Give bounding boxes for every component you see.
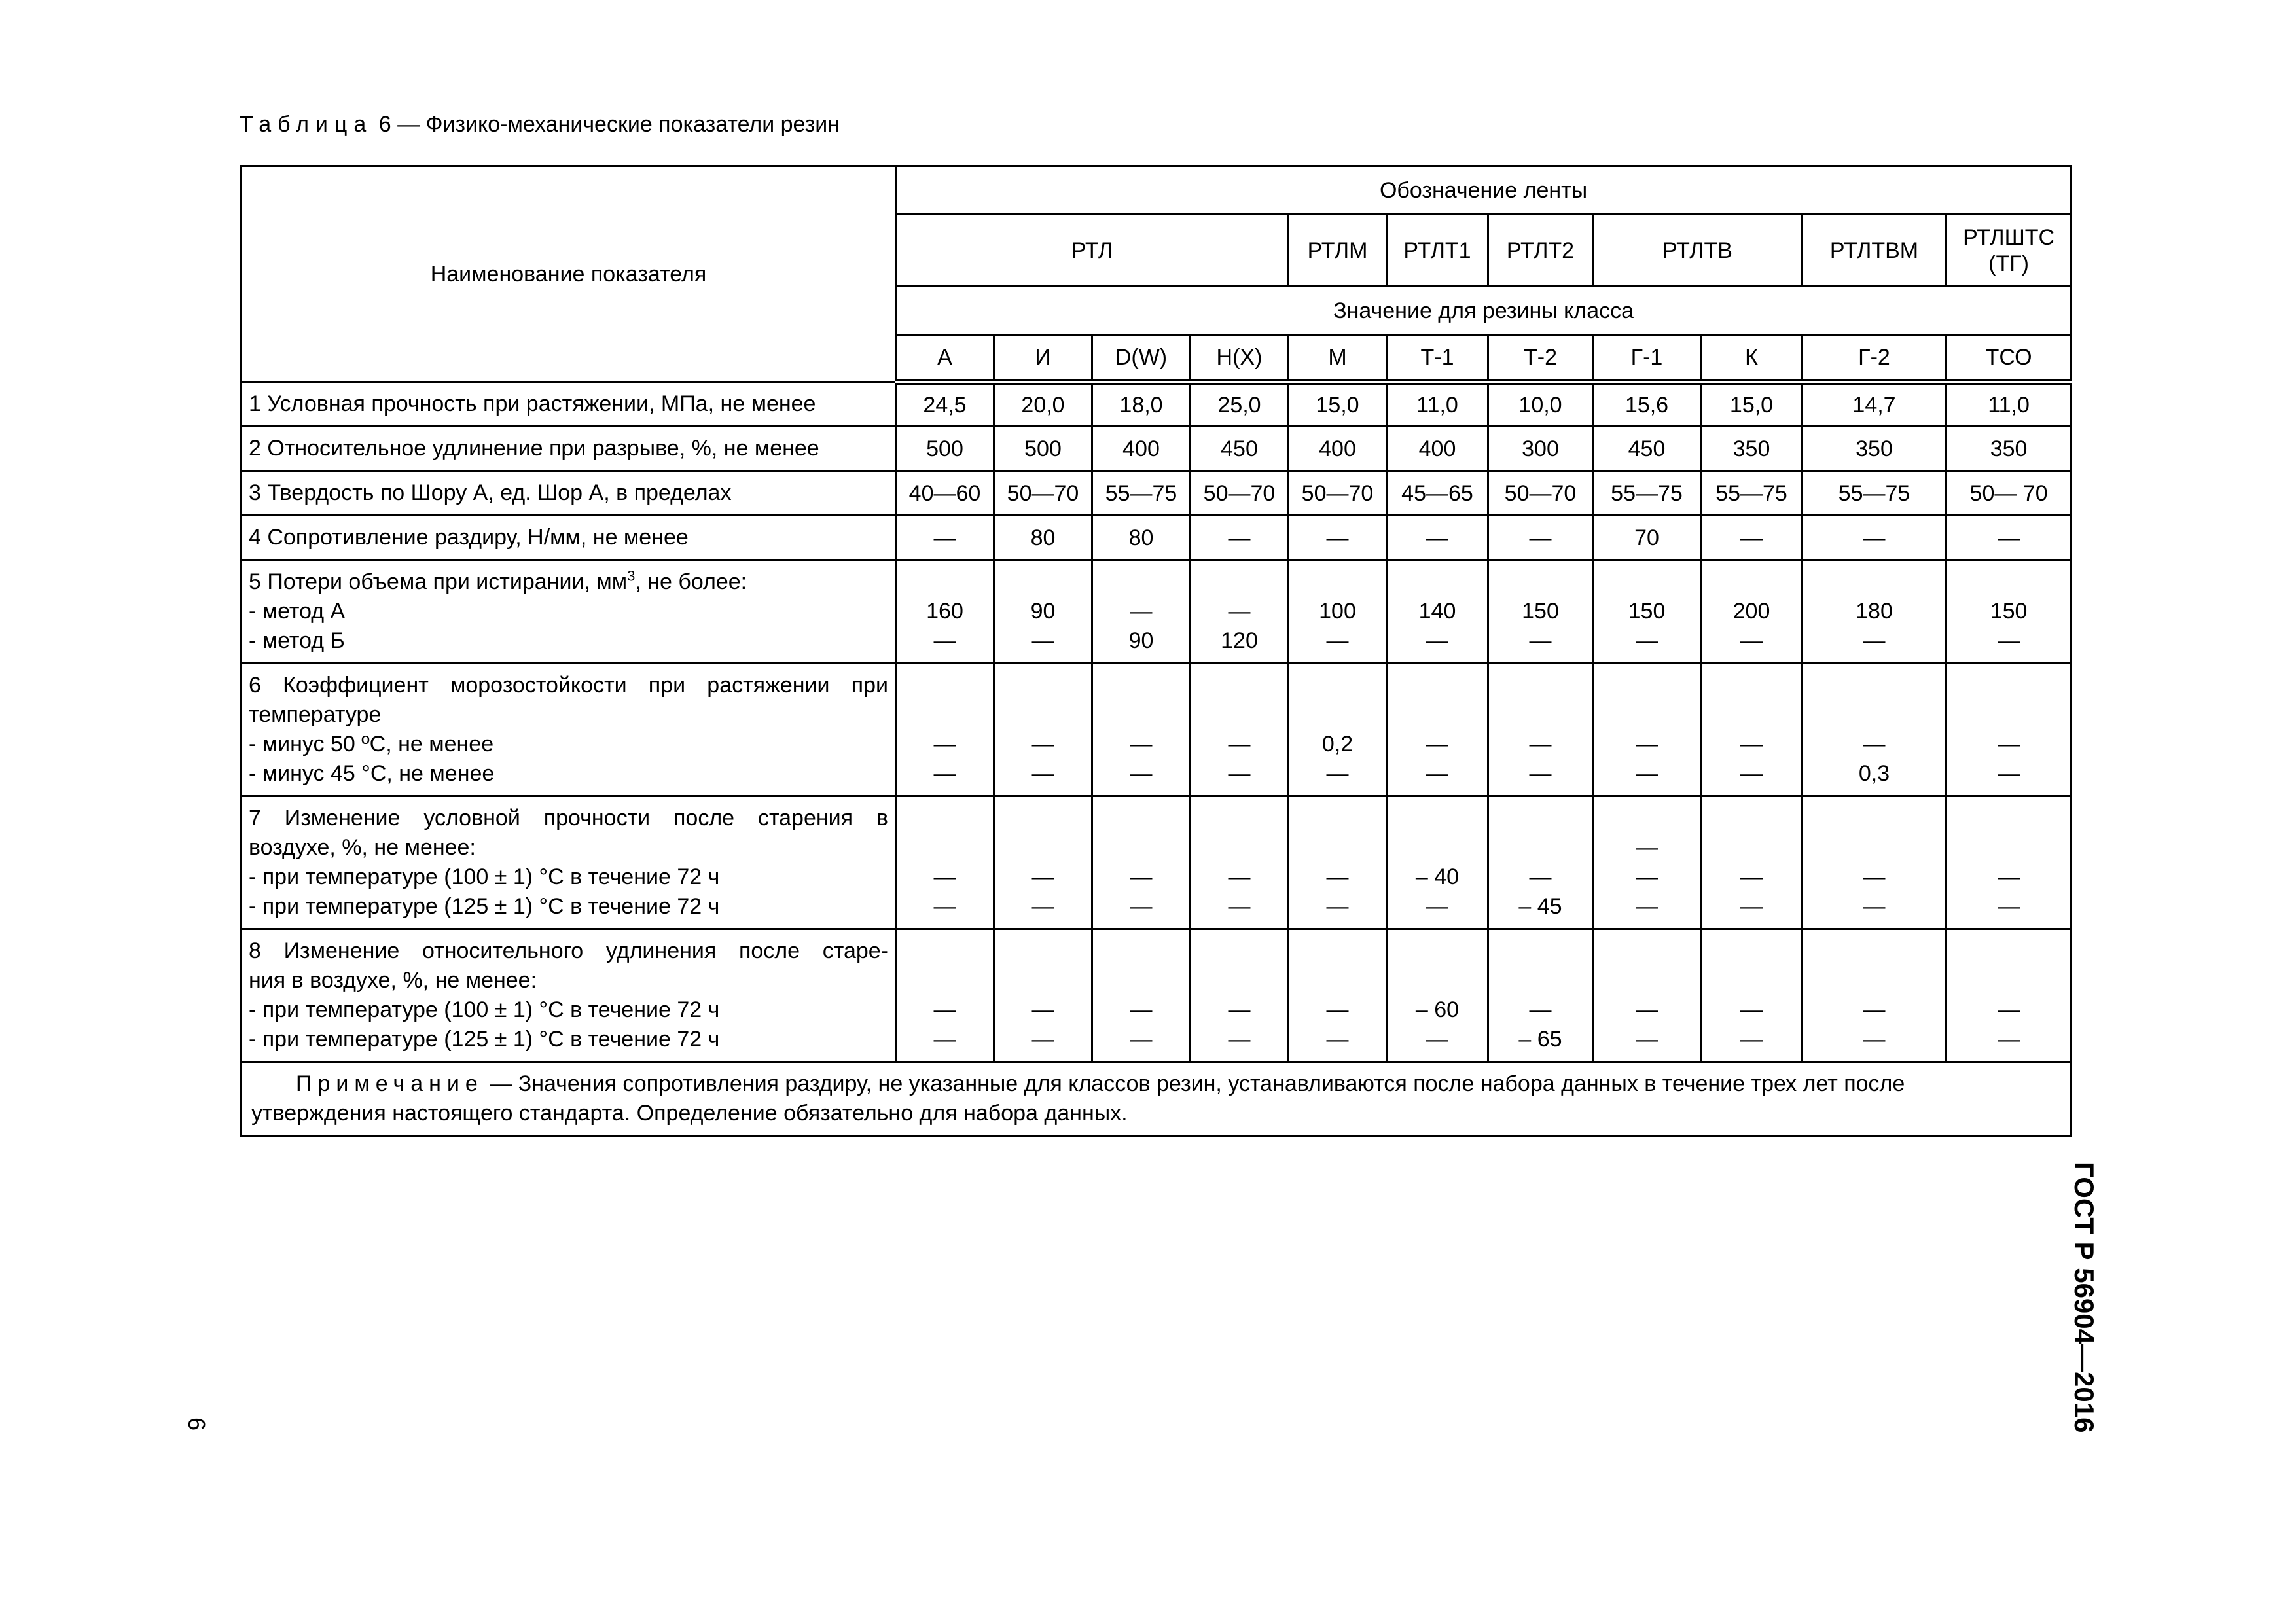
table-cell: — — [1946,929,2072,1062]
table-cell: 50—70 [994,471,1092,516]
table-row [242,427,2072,471]
table-cell: 500 [896,427,994,471]
table-cell: 90 — [994,560,1092,664]
table-cell: 25,0 [1191,382,1289,427]
row-name-tail: , не более: [635,569,747,594]
table-cell: 160 — [896,560,994,664]
sub-line: - при температуре (125 ± 1) °С в течение 72 ч [249,894,720,919]
table-row [242,382,2072,427]
table-cell: — — — [1593,796,1701,929]
table-cell: 80 [994,516,1092,560]
header-class-value: Значение для резины класса [896,287,2072,335]
table-cell: 150 — [1946,560,2072,664]
note-text-2: утверждения настоящего стандарта. Определение обязательно для набора данных. [251,1101,1128,1126]
table-cell: 14,7 [1803,382,1946,427]
table-cell: 350 [1946,427,2072,471]
name-line: ния в воздухе, %, не менее: [249,968,537,993]
table-cell: — — [1593,929,1701,1062]
table-cell: 50—70 [1289,471,1387,516]
table-cell: — [896,516,994,560]
table-row-note [242,1062,2072,1136]
table-cell: 50—70 [1488,471,1593,516]
table-cell: 350 [1701,427,1803,471]
table-cell: — — [1946,664,2072,796]
tape-rtltv: РТЛТВ [1593,215,1803,287]
table-cell: — — [1803,929,1946,1062]
name-line: 6 Коэффициент морозостойкости при растяжении при [249,673,888,698]
table-cell: — 0,3 [1803,664,1946,796]
table-cell: 40—60 [896,471,994,516]
row-name-main: 5 Потери объема при истирании, мм [249,569,628,594]
sub-line: - минус 50 ºС, не менее [249,732,494,757]
table-cell: 150 — [1593,560,1701,664]
table-cell: — [1387,516,1488,560]
table-cell: — [1289,516,1387,560]
table-cell: 0,2 — [1289,664,1387,796]
class-tso: ТСО [1946,335,2072,382]
name-line: 7 Изменение условной прочности после старения в [249,806,888,830]
table-cell: 15,6 [1593,382,1701,427]
table-cell: – 60 — [1387,929,1488,1062]
table-cell: 450 [1191,427,1289,471]
table-cell: 70 [1593,516,1701,560]
table-cell: — – 65 [1488,929,1593,1062]
header-indicator-name: Наименование показателя [242,166,896,382]
table-cell: 11,0 [1387,382,1488,427]
table-cell: 180 — [1803,560,1946,664]
table-cell: — [1701,516,1803,560]
table-cell: 15,0 [1289,382,1387,427]
note-label: Примечание [296,1071,484,1096]
class-a: А [896,335,994,382]
table-note [242,1062,2072,1136]
caption-label: Таблица [240,112,373,137]
class-g2: Г-2 [1803,335,1946,382]
name-line: воздухе, %, не менее: [249,835,476,860]
tape-rtlt2: РТЛТ2 [1488,215,1593,287]
table-cell: 400 [1289,427,1387,471]
class-k: К [1701,335,1803,382]
tape-rtlm: РТЛМ [1289,215,1387,287]
table-cell: — [1803,516,1946,560]
table-cell: — — [1092,664,1191,796]
name-line: 8 Изменение относительного удлинения после старе- [249,938,888,963]
table-cell: — — [896,796,994,929]
table-cell: 300 [1488,427,1593,471]
table-cell: — — [1191,664,1289,796]
table-cell: — — [1488,664,1593,796]
page-number: 6 [183,1417,211,1431]
table-cell: 11,0 [1946,382,2072,427]
table-cell: — — [994,796,1092,929]
table-cell: 350 [1803,427,1946,471]
table-cell: 55—75 [1803,471,1946,516]
table-cell: 20,0 [994,382,1092,427]
table-cell: — — [1191,796,1289,929]
table-cell: 50— 70 [1946,471,2072,516]
table-cell: 500 [994,427,1092,471]
caption-number: 6 [378,112,391,137]
table-caption [240,110,840,139]
table-row [242,796,2072,929]
table-cell: — — [994,664,1092,796]
table-cell: 150 — [1488,560,1593,664]
class-dw: D(W) [1092,335,1191,382]
table-row [242,471,2072,516]
table-cell: — 90 [1092,560,1191,664]
table-cell: — — [1946,796,2072,929]
properties-table [240,165,2072,1137]
table-cell: 400 [1092,427,1191,471]
table-cell: — [1946,516,2072,560]
sub-line: - при температуре (100 ± 1) °С в течение 72 ч [249,865,720,889]
table-cell: — — [994,929,1092,1062]
table-cell: 55—75 [1701,471,1803,516]
row-name-sup: 3 [627,567,636,584]
table-cell: — — [1289,929,1387,1062]
table-cell: — 120 [1191,560,1289,664]
class-t2: Т-2 [1488,335,1593,382]
table-row [242,516,2072,560]
class-hx: H(X) [1191,335,1289,382]
tape-rtltvm: РТЛТВМ [1803,215,1946,287]
table-cell: 140 — [1387,560,1488,664]
table-cell: 15,0 [1701,382,1803,427]
table-cell: — — [896,664,994,796]
row-name: 1 Условная прочность при растяжении, МПа, не менее [242,382,896,427]
table-row [242,664,2072,796]
standard-code: ГОСТ Р 56904—2016 [2069,1162,2100,1433]
table-cell: 200 — [1701,560,1803,664]
note-text: — Значения сопротивления раздиру, не указанные для классов резин, устанавливаются после набора данных в течение трех лет после [490,1071,1905,1096]
table-cell: — — [1803,796,1946,929]
row-name: 4 Сопротивление раздиру, Н/мм, не менее [242,516,896,560]
table-cell: 55—75 [1092,471,1191,516]
row-name: 3 Твердость по Шору А, ед. Шор А, в пределах [242,471,896,516]
table-cell: — — [1701,796,1803,929]
tape-rtl: РТЛ [896,215,1289,287]
table-cell: 450 [1593,427,1701,471]
table-cell: — — [1593,664,1701,796]
sub-line: - при температуре (100 ± 1) °С в течение 72 ч [249,997,720,1022]
table-cell: – 40 — [1387,796,1488,929]
table-cell: 45—65 [1387,471,1488,516]
sub-line: - метод А [249,599,346,624]
table-cell: — — [1191,929,1289,1062]
table-cell: — [1488,516,1593,560]
table-cell: — — [1092,929,1191,1062]
header-tape-designation: Обозначение ленты [896,166,2072,215]
table-cell: 10,0 [1488,382,1593,427]
table-cell: — — [1701,664,1803,796]
row-name [242,560,896,664]
row-name [242,796,896,929]
class-g1: Г-1 [1593,335,1701,382]
table-cell: — — [1092,796,1191,929]
row-name: 2 Относительное удлинение при разрыве, %, не менее [242,427,896,471]
class-t1: Т-1 [1387,335,1488,382]
table-cell: — — [1701,929,1803,1062]
class-i: И [994,335,1092,382]
sub-line: - метод Б [249,628,345,653]
table-cell: 18,0 [1092,382,1191,427]
class-m: М [1289,335,1387,382]
table-row [242,560,2072,664]
row-name [242,929,896,1062]
table-cell: — — [1289,796,1387,929]
caption-title: — Физико-механические показатели резин [397,112,840,137]
table-row [242,929,2072,1062]
table-cell: — – 45 [1488,796,1593,929]
tape-rtlshts: РТЛШТС (ТГ) [1946,215,2072,287]
table-cell: 80 [1092,516,1191,560]
sub-line: - при температуре (125 ± 1) °С в течение 72 ч [249,1027,720,1052]
table-cell: 55—75 [1593,471,1701,516]
table-cell: 50—70 [1191,471,1289,516]
sub-line: - минус 45 °С, не менее [249,761,495,786]
row-name [242,664,896,796]
tape-rtlt1: РТЛТ1 [1387,215,1488,287]
table-cell: 400 [1387,427,1488,471]
table-cell: 100 — [1289,560,1387,664]
table-cell: 24,5 [896,382,994,427]
name-line: температуре [249,702,382,727]
table-cell: — — [896,929,994,1062]
table-cell: — — [1387,664,1488,796]
table-cell: — [1191,516,1289,560]
